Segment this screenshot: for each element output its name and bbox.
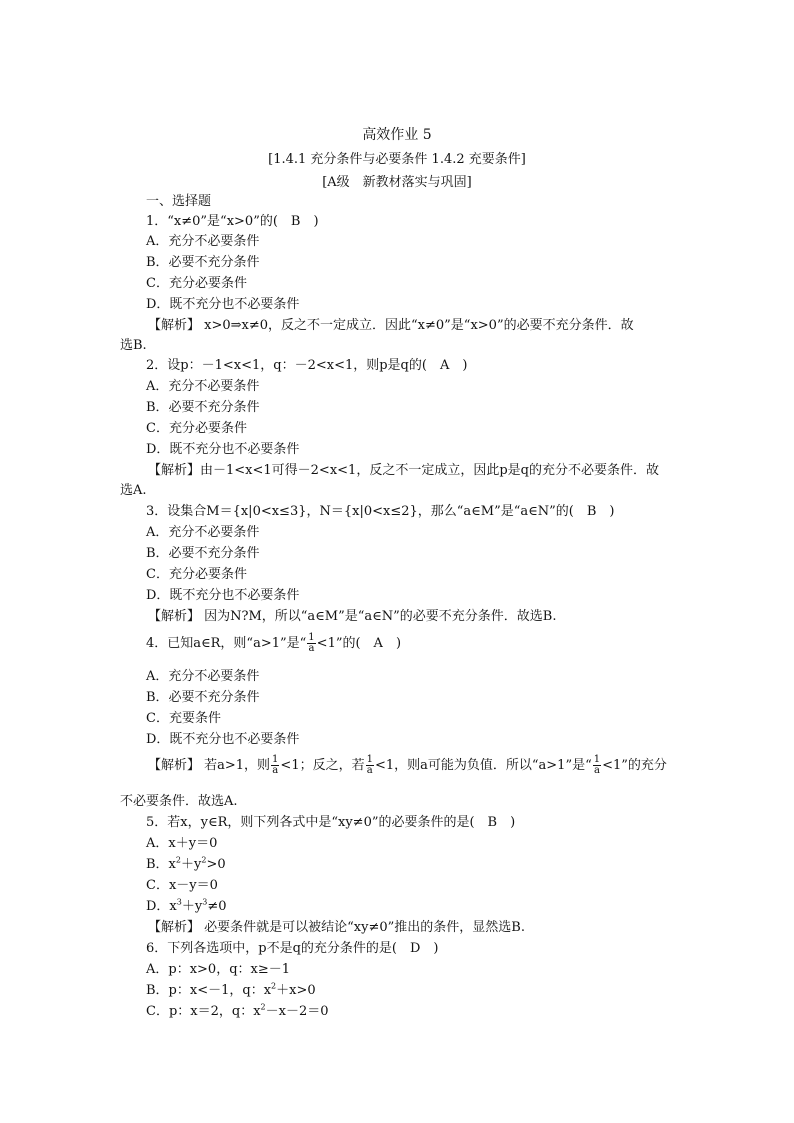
question-2-analysis: 【解析】由－1<x<1可得－2<x<1，反之不一定成立，因此p是q的充分不必要条件．故 — [148, 463, 659, 478]
question-1-analysis-cont: 选B. — [120, 338, 147, 353]
fraction-one-over-a: $\frac{1}{a}$ — [272, 754, 279, 776]
section-heading: 一、选择题 — [146, 194, 212, 209]
question-4-option-d: D．既不充分也不必要条件 — [146, 732, 300, 747]
question-4-analysis-cont: 不必要条件．故选A. — [120, 794, 238, 809]
question-6-option-b: B．p：x<－1，q：$x^2+x>0$ — [146, 981, 316, 998]
question-5-option-a: A．x＋y＝0 — [146, 836, 218, 851]
question-1-option-d: D．既不充分也不必要条件 — [146, 297, 300, 312]
question-1-analysis: 【解析】 x>0⇒x≠0，反之不一定成立．因此“x≠0”是“x>0”的必要不充分条件．故 — [148, 318, 634, 333]
question-5-stem: 5．若x，y∈R，则下列各式中是“xy≠0”的必要条件的是( B ) — [146, 815, 516, 830]
page-title: 高效作业 5 — [362, 127, 432, 143]
question-1-stem: 1．“x≠0”是“x>0”的( B ) — [146, 214, 319, 229]
fraction-one-over-a: $\frac{1}{a}$ — [366, 754, 373, 776]
question-3-analysis: 【解析】 因为N?M，所以“a∈M”是“a∈N”的必要不充分条件．故选B. — [148, 609, 557, 624]
question-1-option-b: B．必要不充分条件 — [146, 255, 260, 270]
question-5-analysis: 【解析】 必要条件就是可以被结论“xy≠0”推出的条件，显然选B. — [148, 920, 525, 935]
question-4-stem: 4．已知a∈R，则“a>1”是“ $\frac{1}{a}$ <1”的( A ) — [146, 632, 402, 654]
question-6-stem: 6．下列各选项中，p不是q的充分条件的是( D ) — [146, 941, 439, 956]
question-4-analysis: 【解析】 若a>1，则 $\frac{1}{a}$ <1；反之，若 $\frac{1}{a}$ <1，则a可能为负值．所以“a>1”是“ $\frac{1}{a}$ <1”的充分 — [148, 754, 667, 776]
question-5-option-c: C．x－y＝0 — [146, 878, 218, 893]
question-5-option-b: B．$x^2+y^2>0$ — [146, 855, 226, 872]
question-3-option-a: A．充分不必要条件 — [146, 525, 260, 540]
question-4-option-b: B．必要不充分条件 — [146, 690, 260, 705]
question-2-stem: 2．设p：－1<x<1，q：－2<x<1，则p是q的( A ) — [146, 358, 468, 373]
question-6-option-c: C．p：x＝2，q：$x^2-x-2=0$ — [146, 1002, 329, 1019]
question-3-option-c: C．充分必要条件 — [146, 567, 247, 582]
question-3-option-b: B．必要不充分条件 — [146, 546, 260, 561]
question-1-option-c: C．充分必要条件 — [146, 276, 247, 291]
question-2-option-c: C．充分必要条件 — [146, 421, 247, 436]
question-2-option-d: D．既不充分也不必要条件 — [146, 442, 300, 457]
question-4-option-c: C．充要条件 — [146, 711, 221, 726]
question-6-option-a: A．p：x>0，q：x≥－1 — [146, 962, 291, 977]
question-3-option-d: D．既不充分也不必要条件 — [146, 588, 300, 603]
question-2-option-b: B．必要不充分条件 — [146, 400, 260, 415]
question-2-option-a: A．充分不必要条件 — [146, 379, 260, 394]
question-5-option-d: D．$x^3+y^3\ne 0$ — [146, 897, 227, 914]
question-1-option-a: A．充分不必要条件 — [146, 234, 260, 249]
page-subtitle: [1.4.1 充分条件与必要条件 1.4.2 充要条件] — [268, 152, 526, 167]
fraction-one-over-a: $\frac{1}{a}$ — [593, 754, 601, 776]
fraction-one-over-a: $\frac{1}{a}$ — [308, 632, 315, 654]
level-heading: [A级 新教材落实与巩固] — [322, 175, 472, 190]
question-3-stem: 3．设集合M＝{x|0<x≤3}，N＝{x|0<x≤2}，那么“a∈M”是“a∈N”的( B ) — [146, 504, 615, 519]
question-4-option-a: A．充分不必要条件 — [146, 669, 260, 684]
question-2-analysis-cont: 选A. — [120, 483, 147, 498]
